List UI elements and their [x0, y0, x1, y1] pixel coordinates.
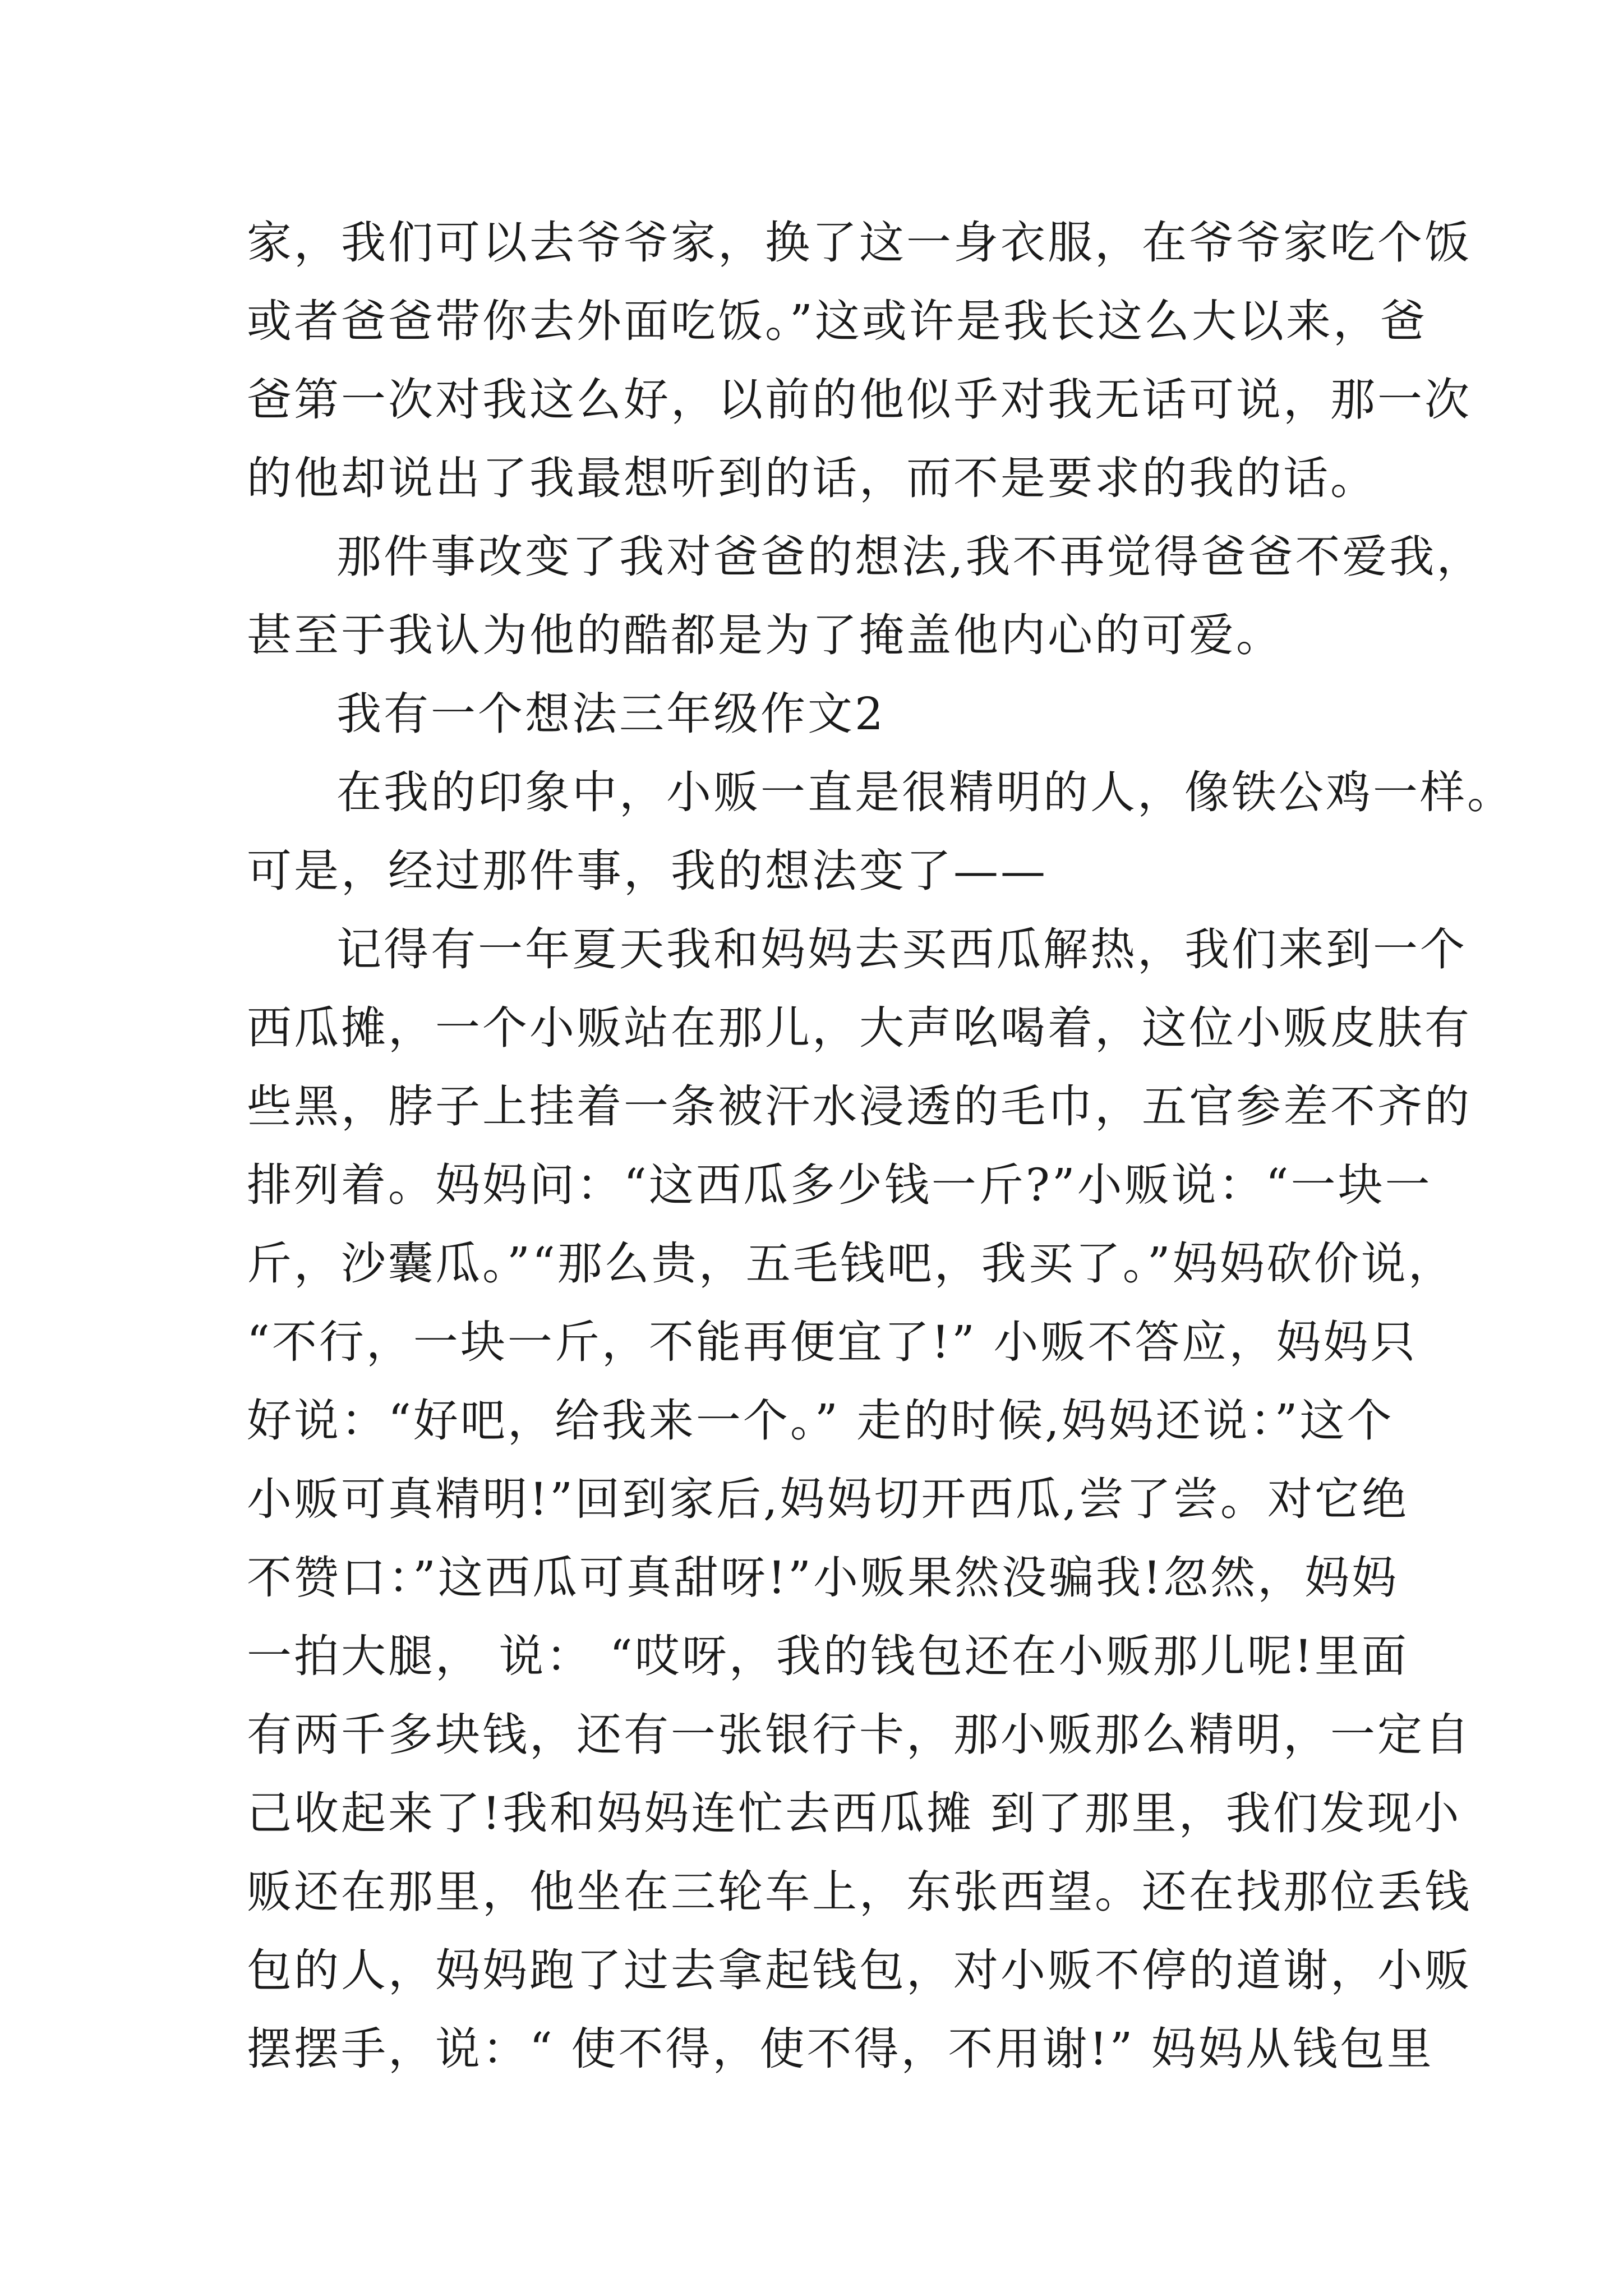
text-line: 的他却说出了我最想听到的话，而不是要求的我的话。 [247, 452, 1377, 504]
text-line: 那件事改变了我对爸爸的想法,我不再觉得爸爸不爱我， [336, 531, 1484, 583]
text-line: 爸第一次对我这么好，以前的他似乎对我无话可说，那一次 [247, 374, 1472, 426]
text-line: 排列着。妈妈问：“这西瓜多少钱一斤?”小贩说：“一块一 [247, 1159, 1432, 1211]
text-line: 贩还在那里，他坐在三轮车上，东张西望。还在找那位丢钱 [247, 1866, 1472, 1918]
text-line: 记得有一年夏天我和妈妈去买西瓜解热，我们来到一个 [336, 923, 1467, 976]
text-line: 西瓜摊，一个小贩站在那儿，大声吆喝着，这位小贩皮肤有 [247, 1002, 1472, 1054]
text-line: 斤，沙囊瓜。”“那么贵，五毛钱吧，我买了。”妈妈砍价说， [247, 1237, 1455, 1290]
text-line: 包的人，妈妈跑了过去拿起钱包，对小贩不停的道谢，小贩 [247, 1944, 1472, 1996]
text-line: “不行，一块一斤，不能再便宜了!” 小贩不答应，妈妈只 [247, 1316, 1418, 1368]
section-heading: 我有一个想法三年级作文2 [336, 688, 886, 740]
text-line: 一拍大腿， 说： “哎呀，我的钱包还在小贩那儿呢!里面 [247, 1630, 1409, 1682]
text-line: 家，我们可以去爷爷家，换了这一身衣服，在爷爷家吃个饭 [247, 217, 1472, 269]
text-line: 小贩可真精明!”回到家后,妈妈切开西瓜,尝了尝。对它绝 [247, 1473, 1409, 1525]
text-line: 摆摆手，说：“ 使不得，使不得，不用谢!” 妈妈从钱包里 [247, 2023, 1434, 2075]
text-line: 不赞口：”这西瓜可真甜呀!”小贩果然没骗我!忽然，妈妈 [247, 1552, 1399, 1604]
text-line: 在我的印象中，小贩一直是很精明的人，像铁公鸡一样。 [336, 766, 1514, 818]
text-line: 己收起来了!我和妈妈连忙去西瓜摊 到了那里，我们发现小 [247, 1787, 1461, 1839]
text-line: 可是，经过那件事，我的想法变了—— [247, 845, 1048, 897]
text-line: 有两千多块钱，还有一张银行卡，那小贩那么精明，一定自 [247, 1709, 1472, 1761]
text-line: 些黑，脖子上挂着一条被汗水浸透的毛巾，五官参差不齐的 [247, 1080, 1472, 1133]
text-line: 好说：“好吧，给我来一个。” 走的时候,妈妈还说：”这个 [247, 1395, 1394, 1447]
text-line: 甚至于我认为他的酷都是为了掩盖他内心的可爱。 [247, 609, 1283, 661]
text-line: 或者爸爸带你去外面吃饭。”这或许是我长这么大以来，爸 [247, 295, 1427, 347]
